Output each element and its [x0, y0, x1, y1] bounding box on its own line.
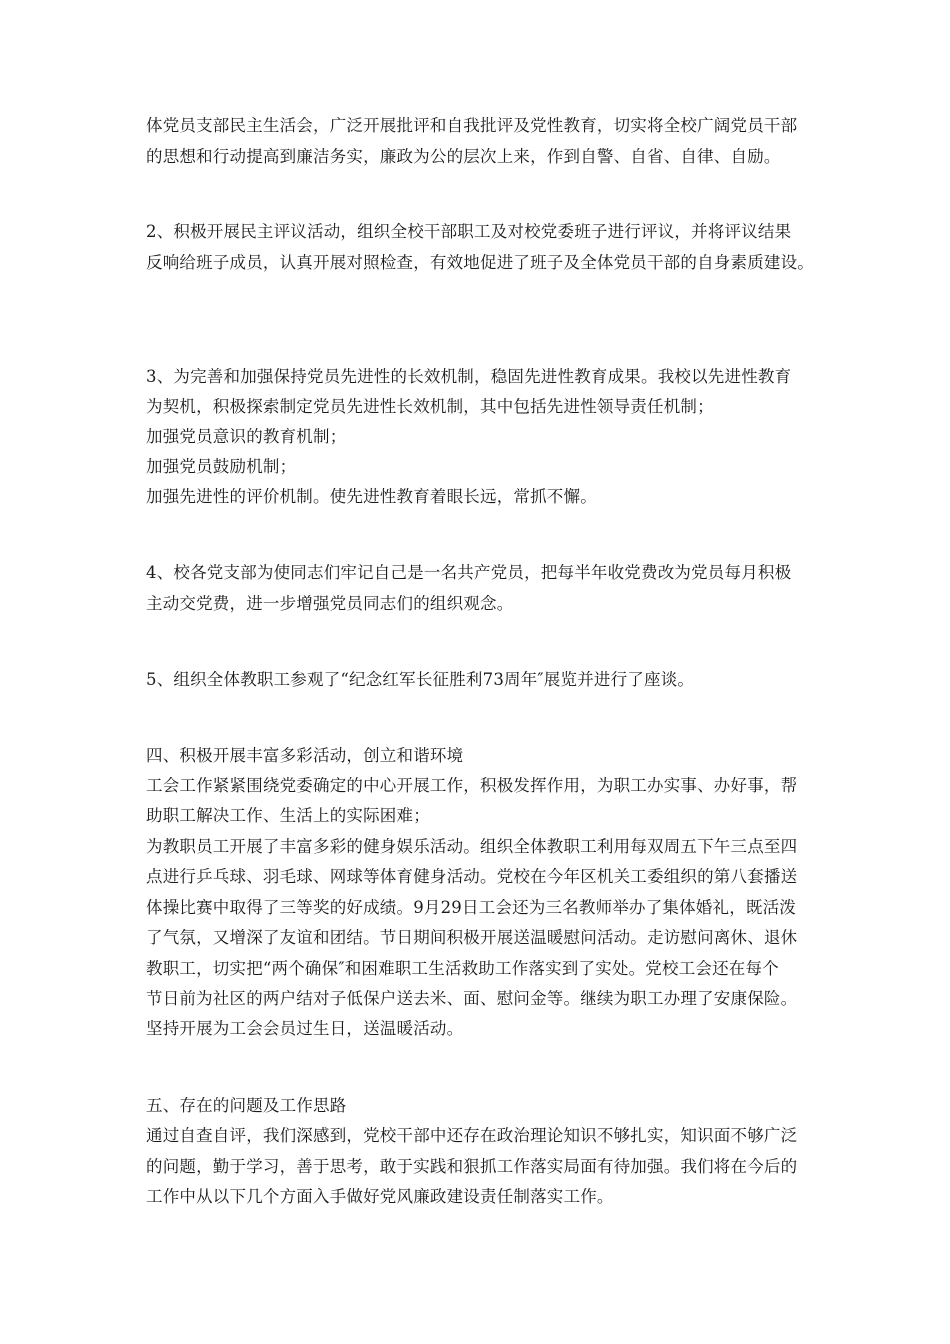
section-5-line-3: 工作中从以下几个方面入手做好党风廉政建设责任制落实工作。: [146, 1187, 614, 1206]
item-2-line-1: 2、积极开展民主评议活动，组织全校干部职工及对校党委班子进行评议，并将评议结果: [146, 222, 792, 241]
section-5-line-1: 通过自查自评，我们深感到，党校干部中还存在政治理论知识不够扎实，知识面不够广泛: [146, 1126, 798, 1145]
item-4-line-1: 4、校各党支部为使同志们牢记自己是一名共产党员，把每半年收党费改为党员每月积极: [146, 563, 792, 582]
item-3-line-1: 3、为完善和加强保持党员先进性的长效机制，稳固先进性教育成果。我校以先进性教育: [146, 367, 792, 386]
intro-line-2: 的思想和行动提高到廉洁务实，廉政为公的层次上来，作到自警、自省、自律、自励。: [146, 147, 781, 166]
section-4-heading: 四、积极开展丰富多彩活动，创立和谐环境: [146, 746, 464, 765]
section-4-line-9: 坚持开展为工会会员过生日，送温暖活动。: [146, 1019, 464, 1038]
item-3-line-4: 加强党员鼓励机制；: [146, 457, 297, 476]
section-4-line-6: 了气氛，又增深了友谊和团结。节日期间积极开展送温暖慰问活动。走访慰问离休、退休: [146, 928, 798, 947]
intro-line-1: 体党员支部民主生活会，广泛开展批评和自我批评及党性教育，切实将全校广阔党员干部: [146, 116, 798, 135]
item-3-line-3: 加强党员意识的教育机制；: [146, 427, 347, 446]
section-4-line-3: 为教职员工开展了丰富多彩的健身娱乐活动。组织全体教职工利用每双周五下午三点至四: [146, 837, 798, 856]
item-5-line-1: 5、组织全体教职工参观了“纪念红军长征胜利73周年″展览并进行了座谈。: [146, 670, 695, 689]
item-2-line-2: 反响给班子成员，认真开展对照检查，有效地促进了班子及全体党员干部的自身素质建设。: [146, 253, 814, 272]
section-4-line-5: 体操比赛中取得了三等奖的好成绩。9月29日工会还为三名教师举办了集体婚礼，既活泼: [146, 898, 796, 917]
section-4-line-1: 工会工作紧紧围绕党委确定的中心开展工作，积极发挥作用，为职工办实事、办好事，帮: [146, 776, 798, 795]
section-4-line-4: 点进行乒乓球、羽毛球、网球等体育健身活动。党校在今年区机关工委组织的第八套播送: [146, 867, 798, 886]
section-5-line-2: 的问题，勤于学习，善于思考，敢于实践和狠抓工作落实局面有待加强。我们将在今后的: [146, 1157, 798, 1176]
section-5-heading: 五、存在的问题及工作思路: [146, 1096, 347, 1115]
item-3-line-2: 为契机，积极探索制定党员先进性长效机制，其中包括先进性领导责任机制；: [146, 397, 714, 416]
section-4-line-2: 助职工解决工作、生活上的实际困难；: [146, 806, 430, 825]
section-4-line-7: 教职工，切实把“两个确保″和困难职工生活救助工作落实到了实处。党校工会还在每个: [146, 959, 779, 978]
item-4-line-2: 主动交党费，进一步增强党员同志们的组织观念。: [146, 594, 514, 613]
section-4-line-8: 节日前为社区的两户结对子低保户送去米、面、慰问金等。继续为职工办理了安康保险。: [146, 989, 798, 1008]
item-3-line-5: 加强先进性的评价机制。使先进性教育着眼长远，常抓不懈。: [146, 487, 597, 506]
